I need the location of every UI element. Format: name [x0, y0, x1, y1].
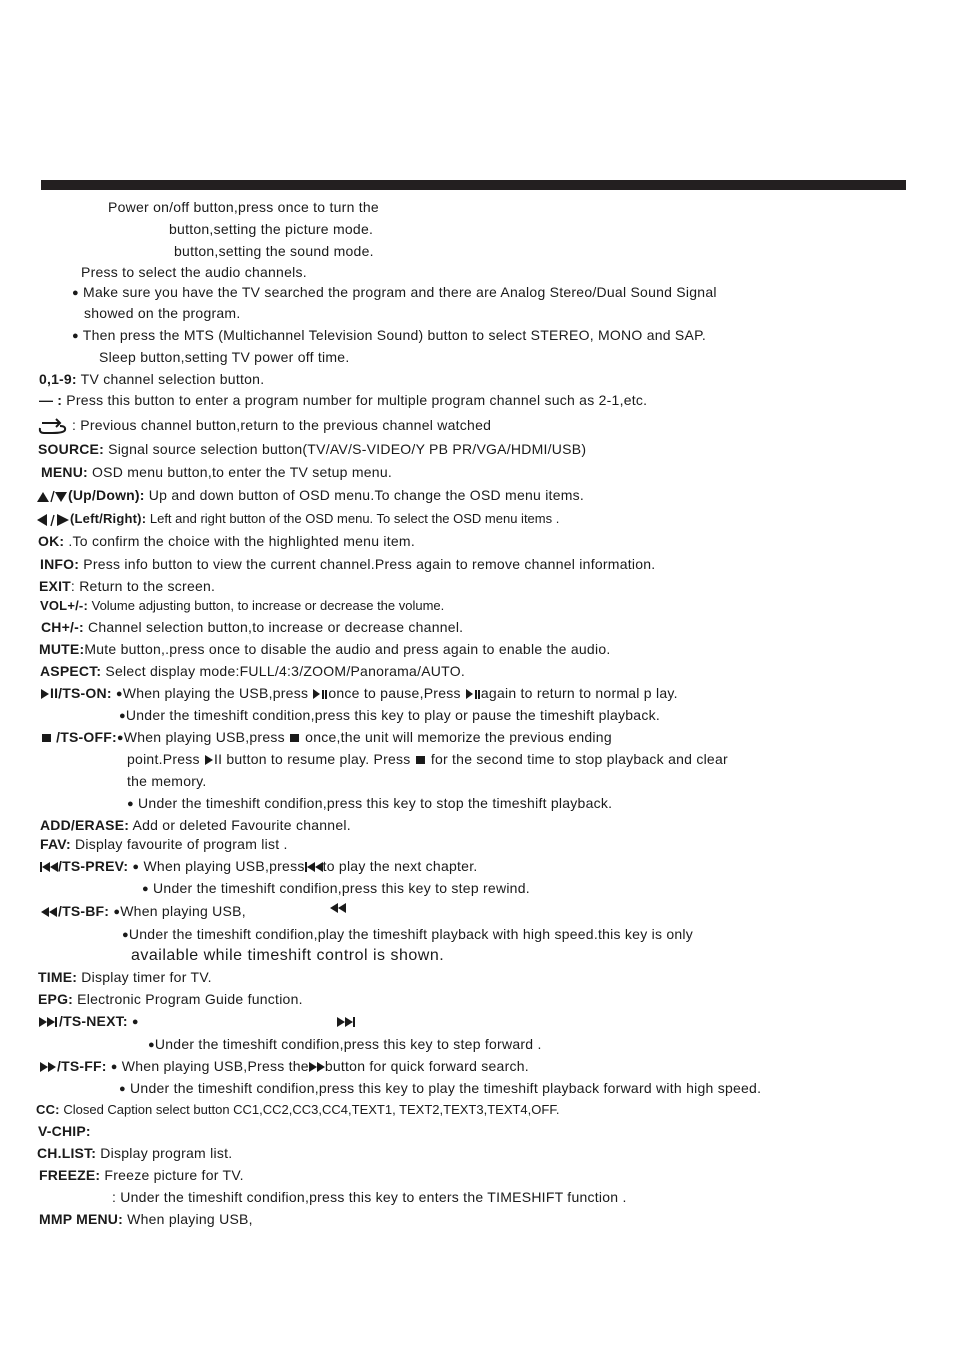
ts-prev-entry: /TS-PREV: ● When playing USB,press to play the next chapter.: [40, 857, 478, 877]
bullet-icon: ●: [115, 688, 123, 700]
play-pause-icon: [465, 688, 481, 700]
up-down-arrows-icon: [36, 489, 68, 503]
bullet-icon: ●: [142, 883, 149, 895]
source-entry: SOURCE: Signal source selection button(TV/AV/S-VIDEO/Y PB PR/VGA/HDMI/USB): [38, 441, 587, 457]
sleep-description: Sleep button,setting TV power off time.: [99, 349, 350, 365]
play-pause-icon: [312, 688, 328, 700]
ch-list-entry: CH.LIST: Display program list.: [37, 1145, 233, 1161]
menu-entry: MENU: OSD menu button,to enter the TV setup menu.: [41, 464, 393, 480]
freeze-entry: FREEZE: Freeze picture for TV.: [39, 1167, 244, 1183]
bullet-icon: ●: [131, 1016, 139, 1028]
updown-entry: (Up/Down): Up and down button of OSD menu.To change the OSD menu items.: [36, 486, 584, 504]
skip-next-icon: [337, 1016, 357, 1028]
bullet-icon: ●: [119, 1083, 126, 1095]
skip-previous-icon: [40, 861, 58, 873]
skip-previous-icon: [305, 861, 323, 873]
bullet-icon: ●: [72, 330, 79, 342]
aspect-entry: ASPECT: Select display mode:FULL/4:3/ZOOM/Panorama/AUTO.: [40, 663, 465, 679]
left-right-arrows-icon: [36, 513, 70, 527]
vol-entry: VOL+/-: Volume adjusting button, to increase or decrease the volume.: [40, 598, 445, 613]
play-icon: [40, 688, 50, 700]
ch-entry: CH+/-: Channel selection button,to increase or decrease channel.: [41, 619, 464, 635]
epg-entry: EPG: Electronic Program Guide function.: [38, 991, 303, 1007]
ts-off-line-3: the memory.: [127, 773, 207, 789]
digits-entry: 0,1-9: TV channel selection button.: [39, 371, 265, 387]
rewind-icon: [40, 906, 58, 918]
bullet-icon: ●: [132, 861, 140, 873]
ts-bf-entry: /TS-BF: ●When playing USB,: [40, 902, 246, 922]
stop-icon: [42, 733, 52, 743]
leftright-entry: (Left/Right): Left and right button of the OSD menu. To select the OSD menu items .: [36, 510, 559, 528]
timeshift-entry: : Under the timeshift condifion,press this key to enters the TIMESHIFT function .: [112, 1189, 627, 1205]
ts-prev-note: ● Under the timeshift condifion,press this key to step rewind.: [142, 880, 530, 896]
ts-ff-note: ● Under the timeshift condifion,press this key to play the timeshift playback forward with high speed.: [119, 1080, 762, 1096]
header-rule: [41, 180, 906, 190]
mts-note-1b: showed on the program.: [84, 305, 241, 321]
ts-bf-note-continued: available while timeshift control is shown.: [131, 947, 445, 964]
mmp-menu-entry: MMP MENU: When playing USB,: [39, 1211, 253, 1227]
play-icon: [204, 754, 214, 766]
sound-mode-description: button,setting the sound mode.: [174, 243, 374, 259]
mute-entry: MUTE:Mute button,.press once to disable the audio and press again to enable the audio.: [39, 641, 611, 657]
bullet-icon: ●: [127, 798, 134, 810]
mts-note-1: ● Make sure you have the TV searched the program and there are Analog Stereo/Dual Sound Signal: [72, 284, 717, 300]
bullet-icon: ●: [72, 287, 79, 299]
fav-entry: FAV: Display favourite of program list .: [40, 836, 288, 852]
bullet-icon: ●: [148, 1039, 155, 1051]
ts-bf-note: ●Under the timeshift condifion,play the timeshift playback with high speed.this key is only: [122, 926, 694, 942]
bullet-icon: ●: [110, 1061, 118, 1073]
recall-icon: [38, 418, 72, 434]
power-description: Power on/off button,press once to turn the: [108, 199, 379, 215]
v-chip-entry: V-CHIP:: [38, 1123, 91, 1139]
stop-icon: [415, 755, 427, 765]
dash-entry: — : Press this button to enter a program number for multiple program channel such as 2-1,etc.: [39, 392, 648, 408]
fast-forward-icon: [309, 1061, 325, 1073]
audio-channel-description: Press to select the audio channels.: [81, 264, 307, 280]
ts-on-entry: II/TS-ON: ●When playing the USB,press once to pause,Press again to return to normal p lay.: [40, 684, 678, 704]
picture-mode-description: button,setting the picture mode.: [169, 221, 374, 237]
bullet-icon: ●: [113, 906, 121, 918]
ts-off-entry: /TS-OFF:●When playing USB,press once,the unit will memorize the previous ending: [42, 728, 612, 748]
ts-off-line-2: point.Press II button to resume play. Press for the second time to stop playback and clear: [127, 751, 728, 767]
recall-entry: : Previous channel button,return to the previous channel watched: [38, 416, 491, 434]
bullet-icon: ●: [116, 732, 124, 744]
add-erase-entry: ADD/ERASE: Add or deleted Favourite channel.: [40, 817, 351, 833]
mts-note-2: ● Then press the MTS (Multichannel Television Sound) button to select STEREO, MONO and SAP.: [72, 327, 707, 343]
ts-next-note: ●Under the timeshift condifion,press this key to step forward .: [148, 1036, 542, 1052]
bullet-icon: ●: [119, 710, 126, 722]
ok-entry: OK: .To confirm the choice with the highlighted menu item.: [38, 533, 415, 549]
rewind-icon: [329, 902, 347, 914]
bullet-icon: ●: [122, 929, 129, 941]
skip-next-icon: [39, 1016, 59, 1028]
cc-entry: CC: Closed Caption select button CC1,CC2,CC3,CC4,TEXT1, TEXT2,TEXT3,TEXT4,OFF.: [36, 1102, 560, 1117]
fast-forward-icon: [39, 1061, 57, 1073]
ts-on-note: ●Under the timeshift condition,press this key to play or pause the timeshift playback.: [119, 707, 660, 723]
ts-next-entry: /TS-NEXT: ●: [39, 1012, 139, 1032]
time-entry: TIME: Display timer for TV.: [38, 969, 212, 985]
exit-entry: EXIT: Return to the screen.: [39, 578, 216, 594]
ts-off-note: ● Under the timeshift condifion,press this key to stop the timeshift playback.: [127, 795, 613, 811]
info-entry: INFO: Press info button to view the current channel.Press again to remove channel information.: [40, 556, 656, 572]
ts-ff-entry: /TS-FF: ● When playing USB,Press the button for quick forward search.: [39, 1057, 529, 1077]
stop-icon: [289, 733, 301, 743]
